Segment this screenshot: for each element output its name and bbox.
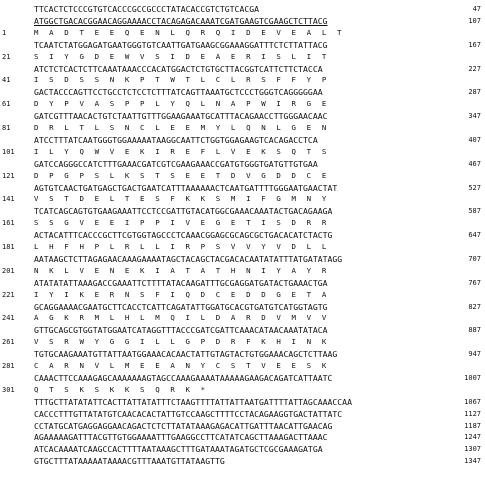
amino-acid-sequence: V S T D E L T E S F K K S M I F G M N Y	[34, 194, 327, 204]
nucleotide-sequence: GACTACCCAGTTCCTGCCTCTCCTCTTTATCAGTTAAATGCTCCCTGGGTCAGGGGGAA	[34, 87, 323, 98]
right-position-number: 287	[468, 88, 481, 97]
left-position-number: 1	[2, 28, 7, 37]
amino-acid-sequence: A G K R M L H L M Q I L D A R D V M V V	[34, 313, 327, 323]
amino-acid-sequence: S S G V E E I P P I V E G E T I S D R R	[34, 218, 327, 228]
left-position-number: 281	[2, 362, 15, 370]
nucleotide-sequence: ATCTCTCACTCTTCAAATAAACCCACATGGACTCTGTGCTTACGGTCATTCTTCTACCA	[34, 63, 323, 74]
right-position-number: 1007	[464, 373, 481, 382]
right-position-number: 767	[468, 278, 481, 287]
right-position-number: 947	[468, 350, 481, 359]
left-position-number: 181	[2, 243, 15, 251]
amino-acid-sequence: D Y P V A S P P L Y Q L N A P W I R G E	[34, 99, 327, 109]
right-position-number: 827	[468, 302, 481, 311]
nucleotide-sequence: AATAAGCTCTTAGAGAACAAAGAAAATAGCTACAGCTACGACACAATATATTTATGATATAGG	[34, 253, 343, 264]
nucleotide-sequence: CACCCTTTGTTATATGTCAACACACTATTGTCCAAGCTTTTCCTACAGAAGGTGACTATTATC	[34, 408, 343, 419]
amino-acid-sequence: D P G P S L K S T S E E T D V G D D C E	[34, 170, 327, 180]
right-position-number: 47	[472, 5, 481, 13]
nucleotide-sequence: ATCCTTTATCAATGGGTGGAAAAATAAGGCAATTCTGGTGGAGAAGTCACAGACCTCA	[34, 134, 318, 145]
nucleotide-sequence: ATCACAAAATCAAGCCACTTTTAATAAAGCTTTGATAAATAGATGCTCGCGAAAGATGA	[34, 444, 323, 455]
left-position-number: 141	[2, 195, 15, 204]
nucleotide-sequence: CAAACTTCCAAAGAGCAAAAAAAGTAGCCAAAGAAAATAAAAAGAAGACAGATCATTAATC	[34, 372, 333, 383]
nucleotide-sequence: CCTATGCATGAGGAGGAACAGACTCTCTTATATAAAGAGACATTGATTTAACATTGAACAG	[34, 420, 333, 431]
amino-acid-sequence: C A R N V L M E E A N Y C S T V E E S K	[34, 361, 327, 370]
left-position-number: 81	[2, 124, 11, 132]
right-position-number: 587	[468, 207, 481, 216]
amino-acid-sequence: M A D T E E Q E N L Q R Q I D E V E A L T	[34, 27, 343, 37]
left-position-number: 41	[2, 76, 11, 85]
nucleotide-sequence: GATCGTTTAACACTGTCTAATTGTTTGGAAGAAATGCATTTACAGAACCTTGGGAACAAC	[34, 111, 328, 122]
nucleotide-line	[0, 454, 485, 468]
right-position-number: 167	[468, 40, 481, 49]
amino-acid-sequence: V S R W Y G G I L L G P D R F K H I N K	[34, 337, 327, 347]
nucleotide-sequence: GTTGCAGCGTGGTATGGAATCATAGGTTTACCCGATCGATTCAAACATAACAAATATACA	[34, 325, 328, 336]
amino-acid-sequence: I S D S S N K P T W T L C L R S F F Y P	[34, 75, 327, 85]
nucleotide-sequence: TCATCAGCAGTGTGAAGAAATTCCTCCGATTGTACATGGCGAAACAAATACTGACAGAAGA	[34, 206, 333, 217]
right-position-number: 1187	[464, 421, 481, 430]
nucleotide-sequence: ACTACATTTCACCCGCTTCGTGGTAGCCCTCAAACGGAGCGCAGCGCTGACACATCTACTG	[34, 230, 333, 241]
nucleotide-sequence: GTGCTTTATAAAAATAAAACGTTTAAATGTTATAAGTTG	[34, 456, 225, 467]
amino-acid-sequence: I L Y Q W V E K I R E F L V E K S Q T S	[34, 146, 327, 156]
right-position-number: 527	[468, 183, 481, 192]
right-position-number: 1307	[464, 445, 481, 454]
right-position-number: 407	[468, 135, 481, 144]
nucleotide-sequence: AGTGTCAACTGATGAGCTGACTGAATCATTTAAAAAACTCAATGATTTTGGGAATGAACTAT	[34, 182, 338, 193]
amino-acid-sequence: N K L V E N E K I A T A T H N I Y A Y R	[34, 265, 327, 275]
right-position-number: 887	[468, 326, 481, 335]
right-position-number: 1347	[464, 457, 481, 466]
right-position-number: 347	[468, 112, 481, 121]
left-position-number: 61	[2, 100, 11, 109]
amino-acid-sequence: L H F H P L R L L I R P S V V Y V D L L	[34, 242, 327, 251]
nucleotide-sequence: AGAAAAAGATTTACGTTGTGGAAAATTTGAAGGCCTTCATATCAGCTTAAAGACTTAAAC	[34, 432, 328, 443]
left-position-number: 161	[2, 219, 15, 228]
amino-acid-sequence: I Y I K E R N S F I Q D C E D D G E T A	[34, 289, 327, 299]
left-position-number: 221	[2, 290, 15, 299]
right-position-number: 467	[468, 159, 481, 168]
nucleotide-sequence: GCAGGAAAACGAATGCTTCACCTCATTCAGATATTGGATGCACGTGATGTCATGGTAGTG	[34, 301, 328, 312]
left-position-number: 241	[2, 314, 15, 323]
nucleotide-sequence: TCAATCTATGGAGATGAATGGGTGTCAATTGATGAAGCGGAAAGGATTTCTCTTATTACG	[34, 39, 328, 50]
right-position-number: 1127	[464, 409, 481, 418]
left-position-number: 21	[2, 52, 11, 61]
right-position-number: 107	[468, 16, 481, 25]
left-position-number: 101	[2, 147, 15, 156]
left-position-number: 261	[2, 338, 15, 347]
nucleotide-sequence: TGTGCAAGAAATGTTATTAATGGAAACACAACTATTGTAGTACTGTGGAAACAGCTCTTAAG	[34, 349, 338, 360]
right-position-number: 1247	[464, 433, 481, 442]
right-position-number: 647	[468, 231, 481, 240]
amino-acid-sequence: S I Y G D E W V S I D E A E R I S L I T	[34, 51, 327, 61]
left-position-number: 301	[2, 385, 15, 394]
left-position-number: 121	[2, 171, 15, 180]
nucleotide-sequence: TTCACTCTCCCGTGTCACCCGCCGCCCTATACACCGTCTGTCACGA	[34, 4, 260, 14]
right-position-number: 707	[468, 254, 481, 263]
right-position-number: 227	[468, 64, 481, 73]
nucleotide-sequence: ATGGCTGACACGGAACAGGAAAACCTACAGAGACAAATCGATGAAGTCGAAGCTCTTACG	[34, 15, 328, 26]
nucleotide-sequence: TTTGCTTATATATTCACTTATTATATTTCTAAGTTTTATTATTAATGATTTTATTAGCAAACCAA	[34, 396, 352, 407]
amino-acid-sequence: D R L T L S N C L E E M Y L Q N L G E N	[34, 123, 327, 132]
nucleotide-sequence: ATATATATTAAAGACCGAAATTCTTTTATACAAGATTTGCGAGGATGATACTGAAACTGA	[34, 277, 328, 288]
right-position-number: 1067	[464, 397, 481, 406]
left-position-number: 201	[2, 266, 15, 275]
amino-acid-sequence: Q T S K S K K S Q R K *	[34, 384, 206, 394]
nucleotide-sequence: GATCCAGGGCCATCTTTGAAACGATCGTCGAAGAAACCGATGTGGGTGATGTTGTGAA	[34, 158, 318, 169]
